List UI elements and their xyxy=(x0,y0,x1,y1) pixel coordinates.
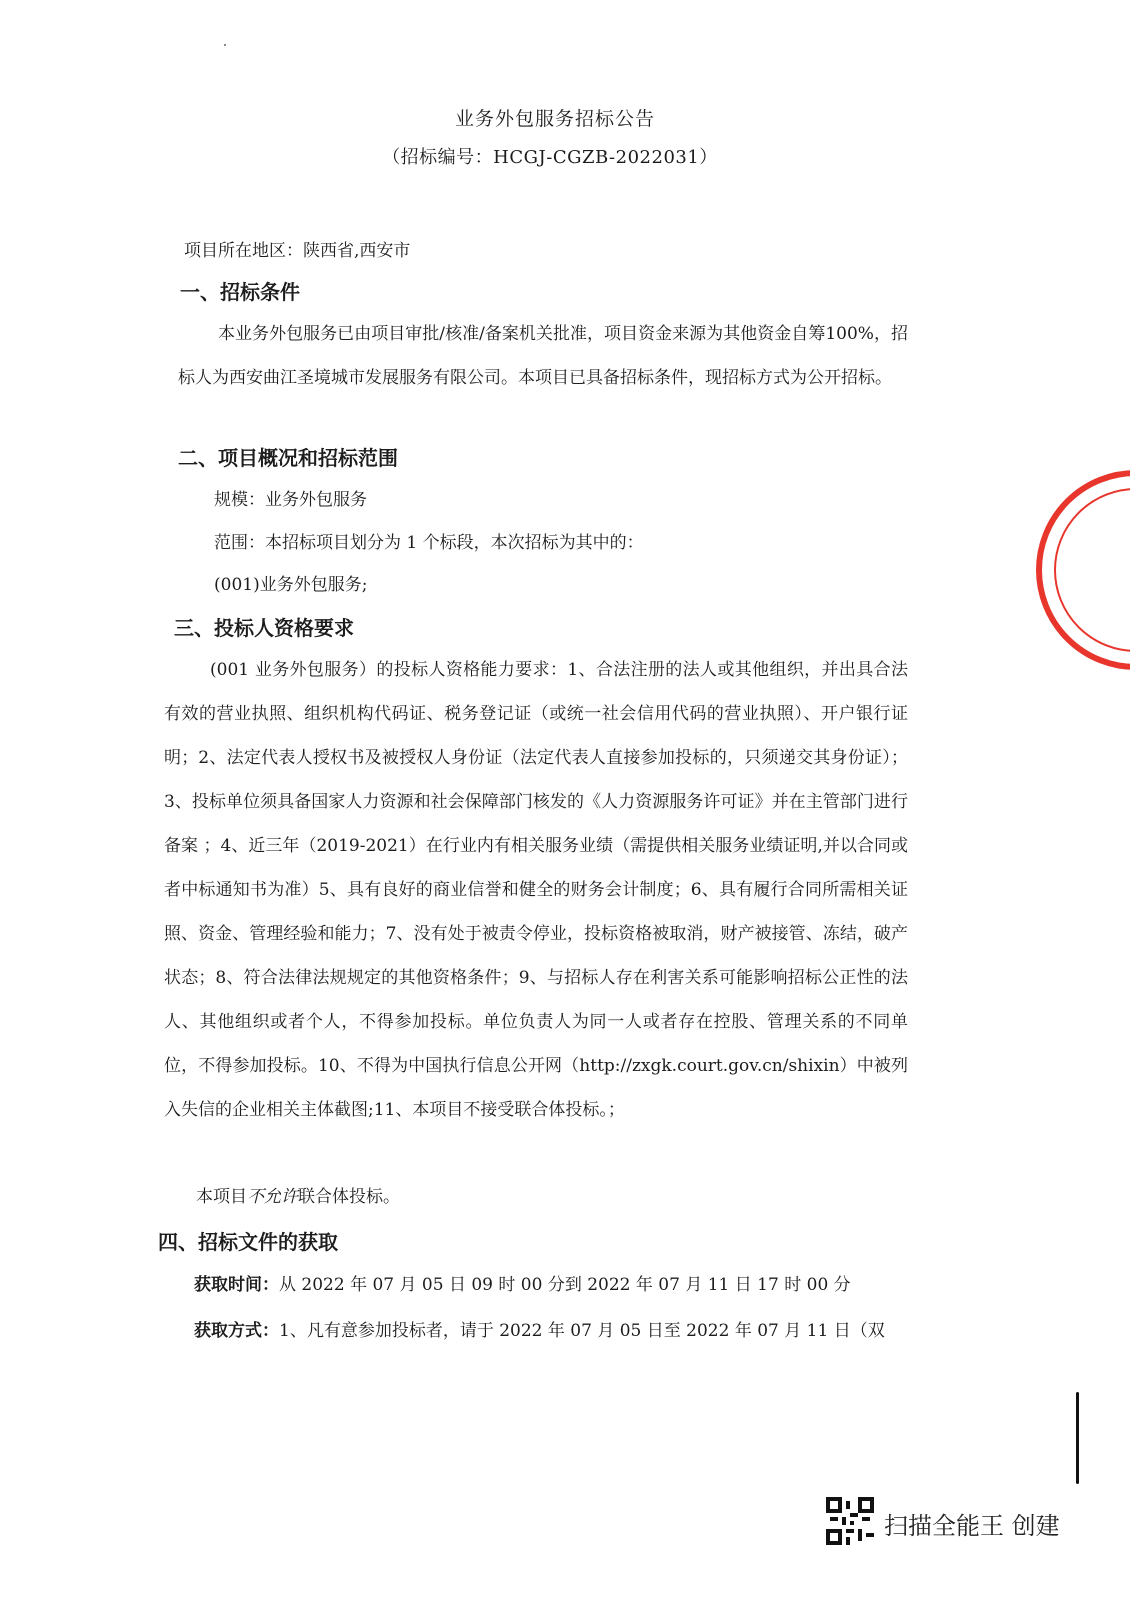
section-2-heading: 二、项目概况和招标范围 xyxy=(178,446,398,470)
qr-code-icon xyxy=(826,1497,874,1545)
section-4-heading: 四、招标文件的获取 xyxy=(158,1230,338,1254)
consortium-prefix: 本项目 xyxy=(196,1187,247,1207)
acquisition-time-label: 获取时间： xyxy=(194,1275,279,1295)
document-title: 业务外包服务招标公告 xyxy=(454,108,655,130)
project-location: 项目所在地区：陕西省,西安市 xyxy=(184,241,411,261)
project-scope: 范围：本招标项目划分为 1 个标段，本次招标为其中的： xyxy=(214,533,644,553)
acquisition-time-value: 从 2022 年 07 月 05 日 09 时 00 分到 2022 年 07 月 11 日 17 时 00 分 xyxy=(279,1275,851,1295)
scan-speck xyxy=(224,44,226,46)
section-1-heading: 一、招标条件 xyxy=(180,280,300,304)
section-1-body: 本业务外包服务已由项目审批/核准/备案机关批准，项目资金来源为其他资金自筹100%，招标人为西安曲江圣境城市发展服务有限公司。本项目已具备招标条件，现招标方式为公开招标。 xyxy=(178,324,908,388)
section-3-heading: 三、投标人资格要求 xyxy=(174,616,354,640)
scanner-watermark: 扫描全能王 创建 xyxy=(884,1512,1060,1540)
section-3-body: (001 业务外包服务）的投标人资格能力要求：1、合法注册的法人或其他组织，并出具合法有效的营业执照、组织机构代码证、税务登记证（或统一社会信用代码的营业执照）、开户银行证明；2、法定代表人授权书及被授权人身份证（法定代表人直接参加投标的，只须递交其身份证）；3、投标单位须具备国家人力资源和社会保障部门核发的《人力资源服务许可证》并在主管部门进行备案 ；4、近三年（2019-2021）在行业内有相关服务业绩（需提供相关服务业绩证明,并以合同或者中标通知书为准）5、具有良好的商业信誉和健全的财务会计制度；6、具有履行合同所需相关证照、资金、管理经验和能力；7、没有处于被责令停业，投标资格被取消，财产被接管、冻结，破产状态；8、符合法律法规规定的其他资格条件；9、与招标人存在利害关系可能影响招标公正性的法人、其他组织或者个人，不得参加投标。单位负责人为同一人或者存在控股、管理关系的不同单位，不得参加投标。10、不得为中国执行信息公开网（http://zxgk.court.gov.cn/shixin）中被列入失信的企业相关主体截图;11、本项目不接受联合体投标。； xyxy=(164,660,908,1120)
consortium-suffix: 联合体投标。 xyxy=(298,1187,400,1207)
consortium-not-allowed: 不允许 xyxy=(247,1187,298,1207)
consortium-note xyxy=(196,1182,400,1207)
lot-item: (001)业务外包服务; xyxy=(214,575,368,595)
company-seal xyxy=(1036,470,1130,670)
acquisition-method xyxy=(194,1316,885,1341)
tender-number: （招标编号：HCGJ-CGZB-2022031） xyxy=(382,147,718,168)
acquisition-method-value: 1、凡有意参加投标者，请于 2022 年 07 月 05 日至 2022 年 07 月 11 日（双 xyxy=(279,1321,885,1341)
acquisition-time xyxy=(194,1270,851,1295)
seal-inner-ring xyxy=(1054,488,1130,652)
project-scale: 规模：业务外包服务 xyxy=(214,490,367,510)
acquisition-method-label: 获取方式： xyxy=(194,1321,279,1341)
scan-edge-mark xyxy=(1076,1392,1079,1484)
